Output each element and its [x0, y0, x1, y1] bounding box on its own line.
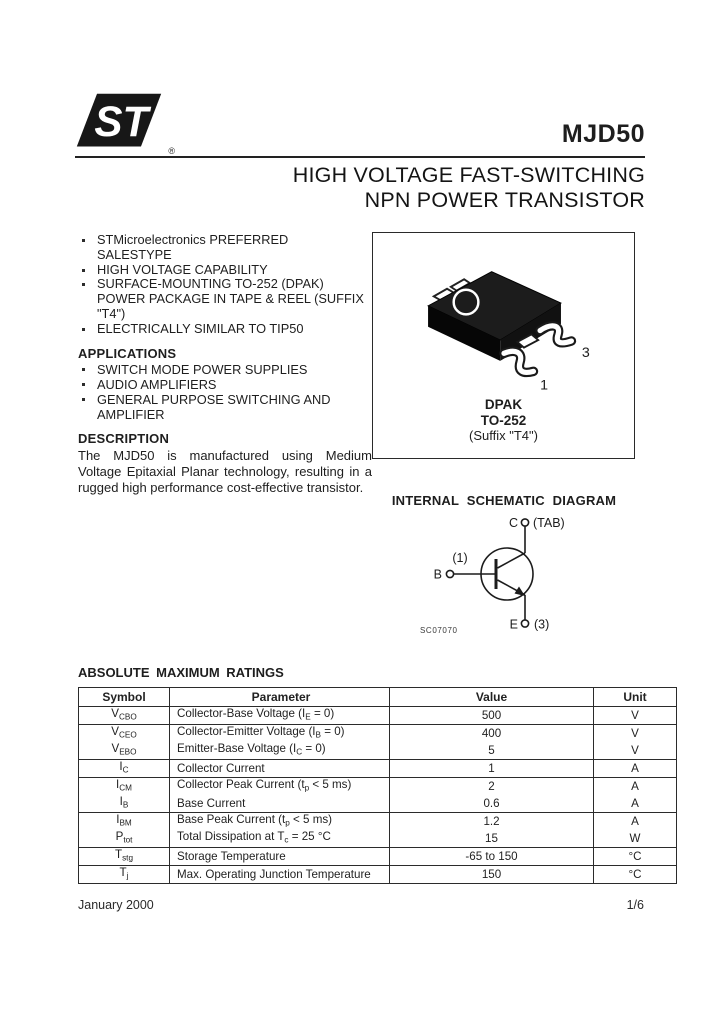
value-cell: 400	[390, 725, 594, 743]
bullet-icon	[82, 328, 85, 331]
unit-cell: W	[594, 830, 677, 848]
parameter-cell: Collector Current	[170, 760, 390, 778]
ratings-table-header	[79, 688, 677, 707]
header-divider	[75, 156, 645, 158]
parameter-cell: Max. Operating Junction Temperature	[170, 866, 390, 884]
unit-cell: A	[594, 795, 677, 813]
package-suffix: (Suffix "T4")	[469, 428, 538, 443]
symbol-cell: $T_j$	[79, 866, 170, 884]
parameter-cell: Collector-Base Voltage $(I_E = 0)$	[170, 707, 390, 725]
application-text: AUDIO AMPLIFIERS	[97, 377, 217, 392]
symbol-cell: $I_C$	[79, 760, 170, 778]
symbol-cell: $I_B$	[79, 795, 170, 813]
unit-cell: V	[594, 742, 677, 760]
table-row	[79, 742, 677, 760]
parameter-cell: Emitter-Base Voltage $(I_C = 0)$	[170, 742, 390, 760]
unit-cell: A	[594, 813, 677, 831]
package-type: TO-252	[480, 412, 527, 428]
unit-cell: V	[594, 707, 677, 725]
feature-text: ELECTRICALLY SIMILAR TO TIP50	[97, 320, 304, 336]
description-section	[78, 431, 372, 496]
collector-label: C	[508, 516, 518, 530]
table-row	[79, 707, 677, 725]
package-name: DPAK	[484, 397, 523, 412]
bullet-icon	[82, 383, 85, 386]
table-row	[79, 778, 677, 796]
value-cell: 2	[390, 778, 594, 796]
bullet-icon	[82, 398, 85, 401]
table-row	[79, 725, 677, 743]
symbol-cell: $I_{CM}$	[79, 778, 170, 796]
collector-pin-label: (TAB)	[533, 516, 565, 530]
description-heading: DESCRIPTION	[78, 431, 170, 446]
table-row	[79, 760, 677, 778]
column-header-parameter: Parameter	[170, 688, 390, 707]
symbol-cell: $V_{CEO}$	[79, 725, 170, 743]
value-cell: 1	[390, 760, 594, 778]
svg-text:ST: ST	[94, 97, 149, 145]
column-header-unit: Unit	[594, 688, 677, 707]
schematic-heading: INTERNAL SCHEMATIC DIAGRAM	[391, 493, 617, 508]
parameter-cell: Storage Temperature	[170, 848, 390, 866]
pin-3-label: 3	[581, 345, 590, 362]
value-cell: 500	[390, 707, 594, 725]
value-cell: 1.2	[390, 813, 594, 831]
ratings-table	[78, 687, 677, 884]
list-item	[78, 263, 366, 278]
value-cell: 0.6	[390, 795, 594, 813]
st-logo-icon	[75, 92, 163, 150]
list-item	[78, 362, 378, 377]
value-cell: 150	[390, 866, 594, 884]
feature-text: HIGH VOLTAGE CAPABILITY	[97, 261, 268, 277]
figure-code: SC07070	[420, 626, 458, 635]
document-title	[75, 163, 645, 213]
column-header-value: Value	[390, 688, 594, 707]
value-cell: 15	[390, 830, 594, 848]
application-text: GENERAL PURPOSE SWITCHING AND AMPLIFIER	[97, 392, 331, 422]
parameter-cell: Base Peak Current ($t_p < 5$ ms)	[170, 813, 390, 831]
internal-schematic-diagram	[392, 512, 622, 636]
bullet-icon	[82, 283, 85, 286]
parameter-cell: Base Current	[170, 795, 390, 813]
package-box	[372, 232, 635, 459]
parameter-cell: Collector-Emitter Voltage $(I_B = 0)$	[170, 725, 390, 743]
symbol-cell: $T_{stg}$	[79, 848, 170, 866]
pin-1-label: 1	[539, 377, 548, 394]
dpak-package-icon	[399, 247, 609, 397]
symbol-cell: $V_{EBO}$	[79, 742, 170, 760]
symbol-cell: $I_{BM}$	[79, 813, 170, 831]
unit-cell: A	[594, 778, 677, 796]
base-pin-label: (1)	[452, 551, 468, 565]
unit-cell: A	[594, 760, 677, 778]
feature-text: STMicroelectronics PREFERRED SALESTYPE	[97, 232, 289, 262]
column-header-symbol: Symbol	[79, 688, 170, 707]
applications-heading: APPLICATIONS	[78, 346, 177, 361]
footer-date: January 2000	[78, 898, 154, 912]
unit-cell: V	[594, 725, 677, 743]
value-cell: -65 to 150	[390, 848, 594, 866]
symbol-cell: $V_{CBO}$	[79, 707, 170, 725]
table-row	[79, 848, 677, 866]
ratings-heading: ABSOLUTE MAXIMUM RATINGS	[78, 665, 284, 680]
base-label: B	[433, 567, 442, 582]
st-logo	[75, 92, 175, 156]
list-item	[78, 392, 378, 422]
list-item	[78, 377, 378, 392]
list-item	[78, 322, 366, 337]
table-row	[79, 830, 677, 848]
ratings-table-body	[79, 707, 677, 884]
parameter-cell: Collector Peak Current ($t_p < 5$ ms)	[170, 778, 390, 796]
symbol-cell: $P_{tot}$	[79, 830, 170, 848]
unit-cell: °C	[594, 848, 677, 866]
value-cell: 5	[390, 742, 594, 760]
bullet-icon	[82, 368, 85, 371]
parameter-cell: Total Dissipation at $T_c = 25$ °C	[170, 830, 390, 848]
title-line-2: NPN POWER TRANSISTOR	[364, 188, 645, 212]
application-text: SWITCH MODE POWER SUPPLIES	[97, 362, 308, 377]
table-row	[79, 813, 677, 831]
unit-cell: °C	[594, 866, 677, 884]
part-number: MJD50	[561, 120, 645, 148]
footer-page-number: 1/6	[626, 898, 644, 912]
list-item	[78, 233, 366, 263]
applications-list	[78, 362, 378, 422]
applications-section	[78, 346, 378, 422]
feature-text: SURFACE-MOUNTING TO-252 (DPAK) POWER PACKAGE IN TAPE & REEL (SUFFIX "T4")	[97, 276, 364, 321]
table-row	[79, 866, 677, 884]
table-row	[79, 795, 677, 813]
emitter-label: E	[509, 617, 518, 632]
title-line-1: HIGH VOLTAGE FAST-SWITCHING	[292, 163, 645, 187]
description-text: The MJD50 is manufactured using Medium Voltage Epitaxial Planar technology, resulting in a rugged high performance cost-effective transistor.	[78, 448, 372, 495]
emitter-pin-label: (3)	[534, 617, 550, 632]
features-list	[78, 233, 366, 337]
registered-trademark: ®	[168, 146, 175, 156]
bullet-icon	[82, 239, 85, 242]
bullet-icon	[82, 269, 85, 272]
list-item	[78, 277, 366, 321]
